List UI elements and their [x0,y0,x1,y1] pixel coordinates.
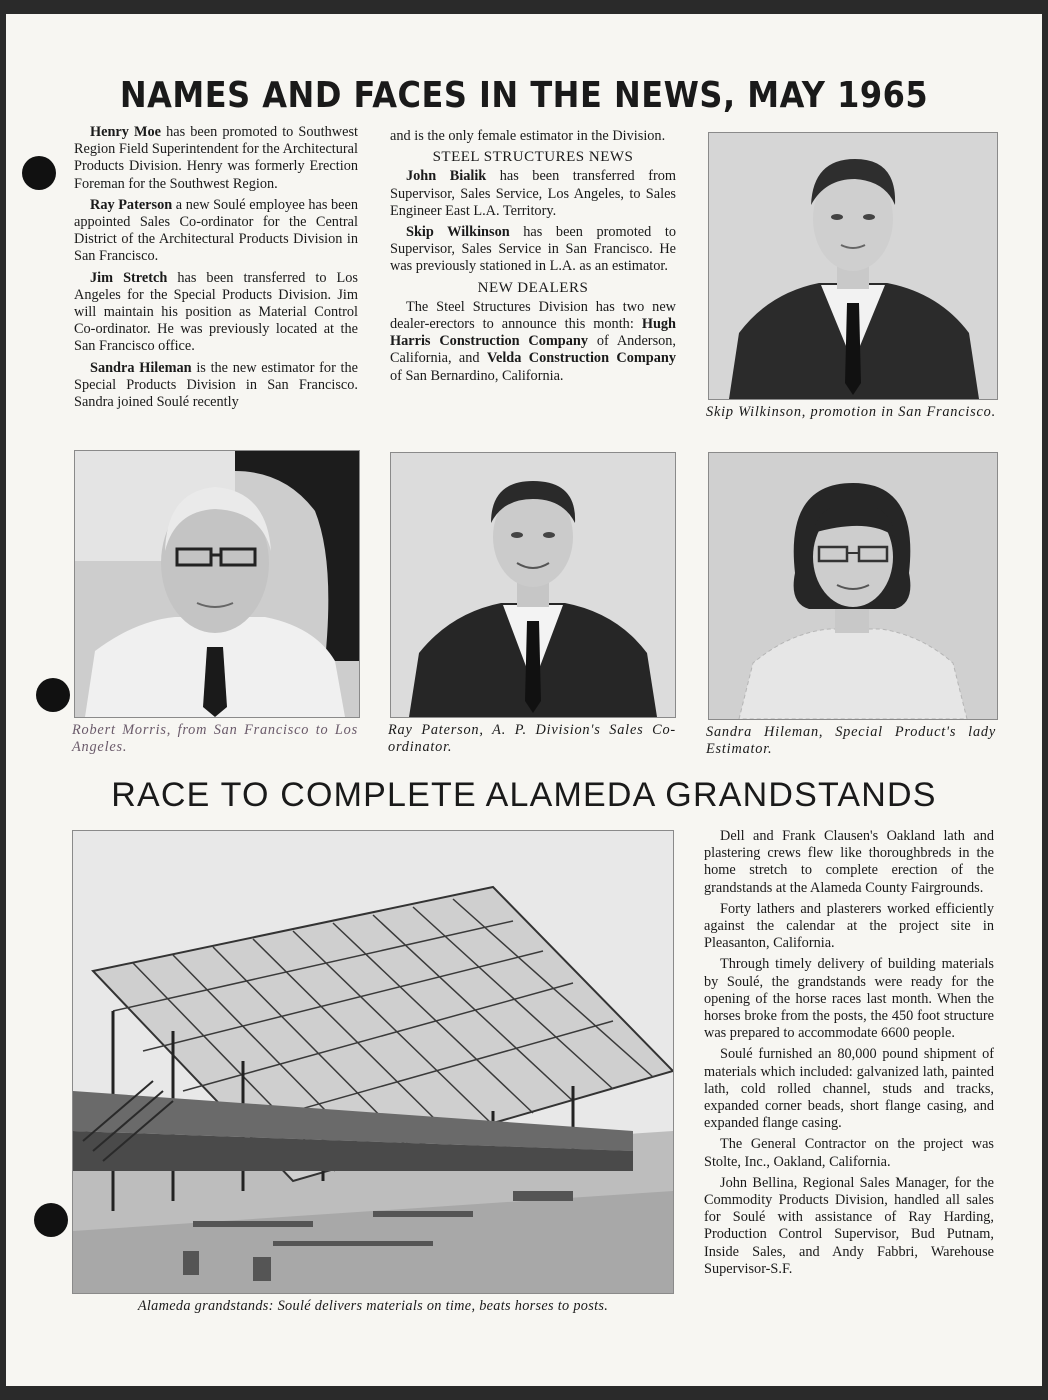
news-paragraph: Through timely delivery of building materials by Soulé, the grandstands were ready for the opening of the horse races last month. When the horses broke from the posts, the 450 foot structure was prepared to accommodate 6600 people. [704,956,994,1042]
news-column-1 [74,124,358,415]
news-paragraph: Forty lathers and plasterers worked efficiently against the calendar at the project site in Pleasanton, California. [704,900,994,952]
company-name: Hugh Harris Construction Company [390,316,676,350]
person-name: Ray Paterson [90,196,173,213]
paragraph-text: of San Bernardino, California. [390,367,564,384]
paragraph-text: has been promoted to Supervisor, Sales Service in San Francisco. He was previously stationed in L.A. as an estimator. [390,224,676,275]
news-paragraph [74,270,358,356]
photo-caption: Ray Paterson, A. P. Division's Sales Co-ordinator. [388,722,676,755]
news-paragraph [390,224,676,276]
news-paragraph [74,360,358,412]
news-paragraph: Dell and Frank Clausen's Oakland lath and plastering crews flew like thoroughbreds in the home stretch to complete erection of the grandstands at the Alameda County Fairgrounds. [704,828,994,896]
photo-caption: Sandra Hileman, Special Product's lady Estimator. [706,724,996,757]
portrait-photo-skip [708,132,998,400]
binder-hole [36,678,70,712]
news-paragraph [74,197,358,266]
news-paragraph [390,299,676,385]
news-paragraph: Soulé furnished an 80,000 pound shipment of materials which included: galvanized lath, painted lath, cold rolled channel, studs and tracks, expanded corner beads, short flange casing, and expanded flange casing. [704,1046,994,1132]
portrait-photo-robert [74,450,360,718]
paragraph-text: has been promoted to Southwest Region Field Superintendent for the Architectural Products Division. Henry was formerly Erection Foreman for the Southwest Region. [74,124,358,192]
photo-caption: Alameda grandstands: Soulé delivers materials on time, beats horses to posts. [137,1298,609,1314]
section-heading: STEEL STRUCTURES NEWS [432,149,634,166]
person-name: Sandra Hileman [90,359,192,376]
paragraph-text: The Steel Structures Division has two new dealer-erectors to announce this month: [390,298,676,333]
section-heading: NEW DEALERS [477,279,589,296]
section-headline: RACE TO COMPLETE ALAMEDA GRANDSTANDS [111,776,937,814]
news-column-3 [704,828,994,1282]
paragraph-text: of Anderson, California, and [390,333,677,367]
grandstand-photo [72,830,674,1294]
company-name: Velda Construction Company [486,350,676,367]
portrait-photo-sandra [708,452,998,720]
photo-caption: Robert Morris, from San Francisco to Los Angeles. [72,722,358,755]
news-paragraph [74,124,358,193]
person-name: Jim Stretch [90,269,168,286]
paragraph-text: has been transferred from Supervisor, Sales Service, Los Angeles, to Sales Engineer East L.A. Territory. [390,168,676,219]
paragraph-text: is the new estimator for the Special Products Division in San Francisco. Sandra joined Soulé recently [74,359,358,411]
news-paragraph: John Bellina, Regional Sales Manager, for the Commodity Products Division, handled all sales for Soulé with assistance of Ray Harding, Production Control Supervisor, Bud Putnam, Inside Sales, and Andy Fabbri, Warehouse Supervisor-S.F. [704,1174,994,1277]
person-name: Henry Moe [90,124,161,140]
page-headline: NAMES AND FACES IN THE NEWS, MAY 1965 [119,74,929,116]
news-paragraph [390,168,676,220]
portrait-photo-ray [390,452,676,718]
binder-hole [34,1203,68,1237]
person-name: John Bialik [406,168,487,185]
news-column-2 [390,128,676,389]
paragraph-text: has been transferred to Los Angeles for the Special Products Division. Jim will maintain his position as Material Control Co-ordinator. He was previously located at the San Francisco office. [74,269,358,355]
news-paragraph: and is the only female estimator in the Division. [390,128,666,144]
paragraph-text: a new Soulé employee has been appointed Sales Co-ordinator for the Central District of the Architectural Products Division in San Francisco. [74,196,358,265]
news-paragraph: The General Contractor on the project was Stolte, Inc., Oakland, California. [704,1136,994,1170]
binder-hole [22,156,56,190]
person-name: Skip Wilkinson [406,224,510,241]
photo-caption: Skip Wilkinson, promotion in San Francisco. [706,404,997,420]
